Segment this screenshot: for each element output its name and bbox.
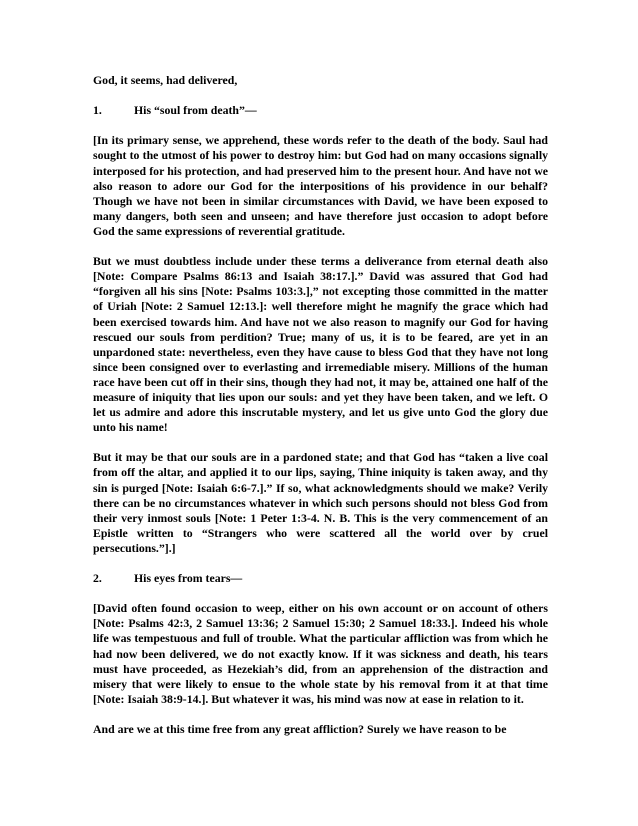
section-heading-1 bbox=[93, 103, 548, 118]
section-title-2: His eyes from tears— bbox=[134, 571, 243, 586]
intro-line: God, it seems, had delivered, bbox=[93, 73, 238, 87]
section-number-1: 1. bbox=[93, 103, 102, 118]
document-page bbox=[93, 73, 548, 752]
paragraph-4: [David often found occasion to weep, either on his own account or on account of others [Note: Psalms 42:3, 2 Samuel 13:36; 2 Samuel 15:30; 2 Samuel 18:33.]. Indeed his whole life was tempestuous and full of trouble. What the particular affliction was from which he had now been delivered, we do not exactly know. If it was sickness and death, his tears must have proceeded, as Hezekiah’s did, from an apprehension of the distraction and misery that were likely to ensue to the whole state by his removal from it at that time [Note: Isaiah 38:9-14.]. But whatever it was, his mind was now at ease in relation to it. bbox=[93, 601, 548, 706]
section-title-1: His “soul from death”— bbox=[134, 103, 257, 118]
paragraph-2: But we must doubtless include under these terms a deliverance from eternal death also [Note: Compare Psalms 86:13 and Isaiah 38:17.].” David was assured that God had “forgiven all his sins [Note: Psalms 103:3.],” not excepting those committed in the matter of Uriah [Note: 2 Samuel 12:13.]: well therefore might he magnify the grace which had been exercised towards him. And have not we also reason to magnify our God for having rescued our souls from perdition? True; many of us, it is to be feared, are yet in an unpardoned state: nevertheless, even they have cause to bless God that they have not long since been consigned over to everlasting and irremediable misery. Millions of the human race have been cut off in their sins, though they had not, it may be, attained one half of the measure of iniquity that lies upon our souls: and yet they have been taken, and we left. O let us admire and adore this inscrutable mystery, and let us give unto God the glory due unto his name! bbox=[93, 254, 548, 435]
paragraph-5: And are we at this time free from any great affliction? Surely we have reason to be bbox=[93, 722, 507, 737]
paragraph-1: [In its primary sense, we apprehend, these words refer to the death of the body. Saul had sought to the utmost of his power to destroy him: but God had on many occasions signally interposed for his protection, and had preserved him to the present hour. And have not we also reason to adore our God for the interpositions of his providence in our behalf? Though we have not been in similar circumstances with David, we have been exposed to many dangers, both seen and unseen; and have therefore just occasion to adopt before God the same expressions of reverential gratitude. bbox=[93, 133, 548, 238]
section-heading-2 bbox=[93, 571, 548, 586]
section-number-2: 2. bbox=[93, 571, 102, 586]
paragraph-3: But it may be that our souls are in a pardoned state; and that God has “taken a live coal from off the altar, and applied it to our lips, saying, Thine iniquity is taken away, and thy sin is purged [Note: Isaiah 6:6-7.].” If so, what acknowledgments should we make? Verily there can be no circumstances whatever in which such persons should not bless God from their very inmost souls [Note: 1 Peter 1:3-4. N. B. This is the very commencement of an Epistle written to “Strangers who were scattered all the world over by cruel persecutions.”].] bbox=[93, 450, 548, 555]
